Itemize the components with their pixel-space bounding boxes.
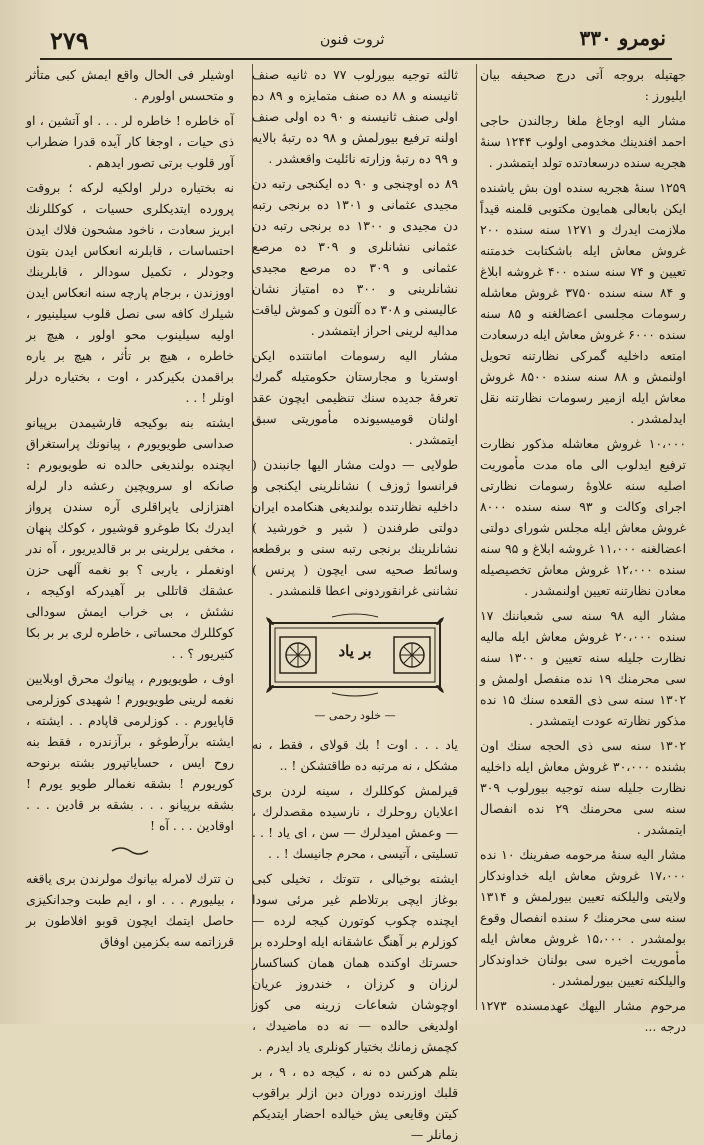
poem-paragraph: بتلم هرکس ده نه ، کیجه ده ، ۹ ، بر قلبك اوزرنده دوران دبن ازلر براقوب کیتن وقایعی یش خیالده احضار ایتدیکم زمانلر — <box>252 1064 459 1142</box>
poem-paragraph: یاد . . . اوت ! بك قولای ، فقط ، نه مشکل ، نه مرتبه ده طاقتشکن ! .. <box>252 737 458 773</box>
paragraph: اوشیلر فی الحال واقع ایمش کبی متأثر و متحسس اولورم . <box>26 67 234 103</box>
paragraph: ۱۳۰۲ سنه سی ذی الحجه سنك اون بشنده ۳۰،۰۰۰ غروش معاش ایله داخلیه نظارت جلیله سنه توجیه بیورلوب ۳۰۹ سنه سی محرمنك ۲۹ نده انفصال ایتمشدر . <box>480 738 686 837</box>
paragraph: مشار الیه ۹۸ سنه سی شعباننك ۱۷ سنده ۲۰،۰۰۰ غروش معاش ایله مالیه نظارت جلیله سنه تعیین و ۱۳۰۰ سنه سی محرمنك ۱۹ نده منفصل اولمش و ۱۳۰۲ سنه سی ذی القعده سنك ۱۵ نده مذکور نظارته عودت ایتمشدر . <box>480 608 686 728</box>
paragraph: مشار الیه رسومات امانتنده ایکن اوستریا و مجارستان حکومتیله گمرك تعرفهٔ جدیده سنك تنظیمی ایچون عقد اولنان قومیسیونده مأموریتی سبق ایتمشدر . <box>252 348 458 447</box>
column-right <box>480 64 687 1034</box>
paragraph: نه بختیاره درلر اولکیه لرکه ؛ بروقت پرورده ایتدیکلری حسیات ، کوکللرنك ابریز سعادت ، ناخود مشحون فلاك ایدن احتساسات ، قابلرنه انعکاس ایدن بتون وجودلر ، تکمیل سودالر ، قابلرینك اووزندن ، برجام پارچه سنه انعکاس ایدن شیلرك کافه سی نصل قلوب سیلینیور ، اولیه سیلینوب محو اولور ، هیچ بر خاطره ، هیچ بر تأثر ، هیچ بر یاره براقمدن بکیرکدر ، اوت ، بختیاره درلر اونلر ! . . <box>26 180 234 405</box>
paragraph: جهتیله بروجه آتی درج صحیفه بیان ایلیورز : <box>480 67 686 103</box>
paragraph: ن تترك لامرله بیانوك مولرندن بری یاقغه ، بیلیورم . . . او ، ایم طبت وجدانکیزی حاصل ایتمك ایچون قوبو افلاطون بر قرزاتمه سه بکزمین اوفاق <box>26 871 234 949</box>
column-middle <box>252 64 459 1142</box>
poem-paragraph: قیرلمش کوکللرك ، سینه لردن بری اعلایان روحلرك ، نارسیده مقصدلرك ، — وعمش امیدلرك — سن ، ای یاد ! . . تسلیتی ، آتیسی ، محرم جانیسك ! . . <box>252 783 458 861</box>
paragraph: ۱۲۵۹ سنهٔ هجریه سنده اون بش یاشنده ایکن بابعالی همایون مکتوبی قلمنه قیداً ملازمت ایدرك و ۱۲۷۱ سنه سنده ۲۰۰ غروش معاش ایله باشکتابت خدمتنه تعیین و ۷۴ سنه سنده ۴۰۰ غروشه ابلاغ و ۸۴ سنه سنده ۳۷۵۰ غروش معاشله رسومات مجلسی اعضالغنه و ۸۵ سنه سنده ۶۰۰۰ غروش معاش ایله درسعادت امتعه داخلیه گمرکی نظارتنه تحویل اولنمش و ۸۸ سنه سنده ۸۵۰۰ غروش معاش ایله ازمیر رسومات نظارتنه نقل ایدلمشدر . <box>480 180 686 426</box>
poem-paragraph: ایشته بوخیالی ، تتوتك ، تخیلی کبی بوغاز ایچی برتلاطم غیر مرئی سودا ایچنده چکوب کوتورن کیجه لرده — کوزلرم بر آهنگ عاشقانه ایله اوحلرده بر حسرتك اوکنده همان همان کساکسار لرزان و کرزان ، خندروز عریان اوچوشان شعاعات زرینه می کوز اولدیغی حالده — نه ده ماضیدك ، کچمش زمانك بختیار کونلری یاد ایدرم . <box>252 871 458 1054</box>
column-rule-right <box>476 64 477 1010</box>
publication-title: ثروت فنون <box>320 32 385 48</box>
paragraph: ۸۹ ده اوچنجی و ۹۰ ده ایکنجی رتبه دن مجیدی عثمانی و ۱۳۰۱ ده برنجی رتبه دن مجیدی و ۱۳۰۰ ده برنجی رتبه دن عثمانی نشانلری و ۳۰۹ ده مرصع عثمانی و ۳۰۹ ده مرصع مجیدی نشانلرینی و ۳۰۰ ده امتیاز نشان عالیسنی و ۳۰۸ ده آلتون و کموش لیاقت مدالیه لرینی احراز ایتمشدر . <box>252 176 458 338</box>
paragraph: آه خاطره ! خاطره لر . . . او آتشین ، او ذی حیات ، اوجغا کار آیده قدرا ضطراب آور قلوب برتی تصور ایدهم . <box>26 113 234 170</box>
section-divider-icon <box>110 846 150 856</box>
paragraph: ثالثه توجیه بیورلوب ۷۷ ده ثانیه صنف ثانیسنه و ۸۸ ده صنف متمایزه و ۸۹ ده اولی صنف ثانیسنه و ۹۰ ده اولی صنف اولنه ترفیع بیورلمش و ۹۸ ده رتبهٔ بالایه و ۹۹ ده رتبهٔ وزارته نائلیت واقعشدر . <box>252 67 459 166</box>
poem-title: بر یاد <box>338 642 372 660</box>
paragraph: طولایی — دولت مشار الیها جانبندن ( فرانسوا ژوزف ) نشانلرینی ایکنجی و داخلیه نظارتنده بولندیغی هنکامده ایران دولتی طرفندن ( شیر و خورشید ) نشانلرینك برنجی رتبه سنی و برقطعه وسائط صحیه سی ایچون ( پرنس ) نشاننی غرانقوردونی اعطا قلنمشدر . <box>252 457 458 598</box>
paragraph: مشار الیه اوجاغ ملغا رجالندن حاجی احمد افندینك مخدومی اولوب ۱۲۴۴ سنهٔ هجریه سنده درسعادتده تولد ایتمشدر . <box>480 113 686 170</box>
page-header <box>40 22 672 60</box>
poem-title-frame <box>262 611 448 699</box>
poem-author: — خلود رحمی — <box>314 709 396 722</box>
paragraph: ۱۰،۰۰۰ غروش معاشله مذکور نظارت ترفیع ایدلوب الی ماه مدت مأموریت اصلیه سنه علاوهٔ رسومات نظارتی اجرای وکالت و ۹۳ سنه سنده ۸۰۰۰ غروش معاش ایله مجلس شورای دولتی اعضالغنه ۱۱،۰۰۰ غروشه ابلاغ و ۹۵ سنه سنده ۱۲،۰۰۰ غروش معاش تخصیصیله معادن نظارتنه تعیین اولنمشدر . <box>480 436 687 598</box>
page-number: ۲۷۹ <box>50 26 89 55</box>
paragraph: ایشته بنه بوکیجه قارشیمدن برپیانو صداسی طویویورم ، پیانونك پراستغراق ایچنده بولندیغی حالده نه طویویورم : صانکه او سرویچین رعشه دار لرله اهتزازلی یاپراقلری آره سندن پرواز ایدرك بکا طوغرو قوشیور ، کوکك پنهان ، مخفی یرلرینی بر بر قالدیریور ، آه ندر اونغملر ، یاربی ؟ بو نغمه آلهی حزن عشقك قاتللی بر آهیدرکه اوکیجه ، نشئش ، بی خراب ایمش سودالی کوکللرك محساتی ، خاطره لری بر بر بکا کتیریور ؟ . . <box>26 415 234 661</box>
paragraph: اوف ، طویویورم ، پیانوك محرق اوبلایین نغمه لرینی طویویورم ! شهیدی کوزلرمی قاپایورم . . کوزلرمی قاپادم . . ایشته ، ایشته برآرطوغو ، برآزندره ، فقط بنه روح ایس ، حسایاتپرور بشته برنوحه کوریورم ! بشقه نغمالر طویو یورم ! بشقه برپیانو . . . بشقه بر قادین . . . اوقادین . . . آه ! <box>26 671 234 833</box>
issue-number: نومرو ۳۳۰ <box>579 26 666 50</box>
column-left <box>26 64 234 1010</box>
paragraph: مرحوم مشار الیهك عهدمسنده ۱۲۷۳ درجه ... <box>480 998 686 1034</box>
paragraph: مشار الیه سنهٔ مرحومه صفرینك ۱۰ نده ۱۷،۰۰۰ غروش معاش ایله خداوندکار ولایتی والیلکنه تعیین بیورلمش و ۱۳۱۴ سنه سی محرمنك ۶ سنده انفصال وقوع بولمشدر . ۱۵،۰۰۰ غروش معاش ایله مأموریت اخیره سی بولنان خداوندکار والیلکنه تعیین بیورلمشدر . <box>480 847 686 988</box>
